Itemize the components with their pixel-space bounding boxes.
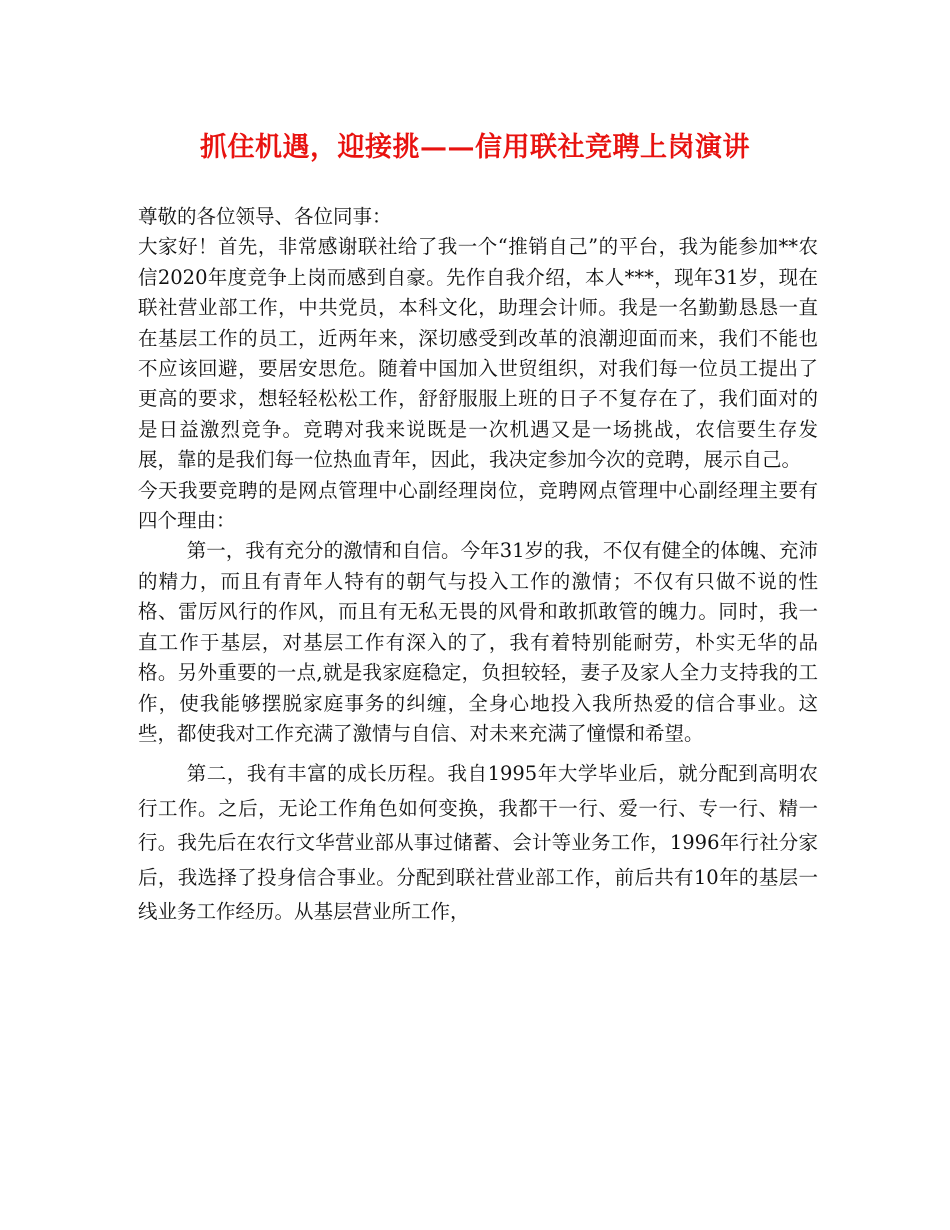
document-title: 抓住机遇，迎接挑——信用联社竞聘上岗演讲 (200, 132, 750, 163)
document-body (138, 202, 818, 929)
reason-two-paragraph: 第二，我有丰富的成长历程。我自1995年大学毕业后，就分配到高明农行工作。之后，无论工作角色如何变换，我都干一行、爱一行、专一行、精一行。我先后在农行文华营业部从事过储蓄、会计等业务工作，1996年行社分家后，我选择了投身信合事业。分配到联社营业部工作，前后共有10年的基层一线业务工作经历。从基层营业所工作， (138, 762, 818, 923)
purpose-paragraph: 今天我要竞聘的是网点管理中心副经理岗位，竞聘网点管理中心副经理主要有四个理由： (138, 478, 818, 533)
reason-one-paragraph: 第一，我有充分的激情和自信。今年31岁的我，不仅有健全的体魄、充沛的精力，而且有青年人特有的朝气与投入工作的激情；不仅有只做不说的性格、雷厉风行的作风，而且有无私无畏的风骨和敢抓敢管的魄力。同时，我一直工作于基层，对基层工作有深入的了，我有着特别能耐劳，朴实无华的品格。另外重要的一点,就是我家庭稳定，负担较轻，妻子及家人全力支持我的工作，使我能够摆脱家庭事务的纠缠，全身心地投入我所热爱的信合事业。这些，都使我对工作充满了激情与自信、对未来充满了憧憬和希望。 (138, 539, 818, 745)
salutation-paragraph: 尊敬的各位领导、各位同事： (138, 205, 392, 228)
introduction-paragraph: 大家好！首先，非常感谢联社给了我一个“推销自己”的平台，我为能参加**农信2020年度竞争上岗而感到自豪。先作自我介绍，本人***，现年31岁，现在联社营业部工作，中共党员，本科文化，助理会计师。我是一名勤勤恳恳一直在基层工作的员工，近两年来，深切感受到改革的浪潮迎面而来，我们不能也不应该回避，要居安思危。随着中国加入世贸组织，对我们每一位员工提出了更高的要求，想轻轻松松工作，舒舒服服上班的日子不复存在了，我们面对的是日益激烈竞争。竞聘对我来说既是一次机遇又是一场挑战，农信要生存发展，靠的是我们每一位热血青年，因此，我决定参加今次的竞聘，展示自己。 (138, 235, 818, 472)
